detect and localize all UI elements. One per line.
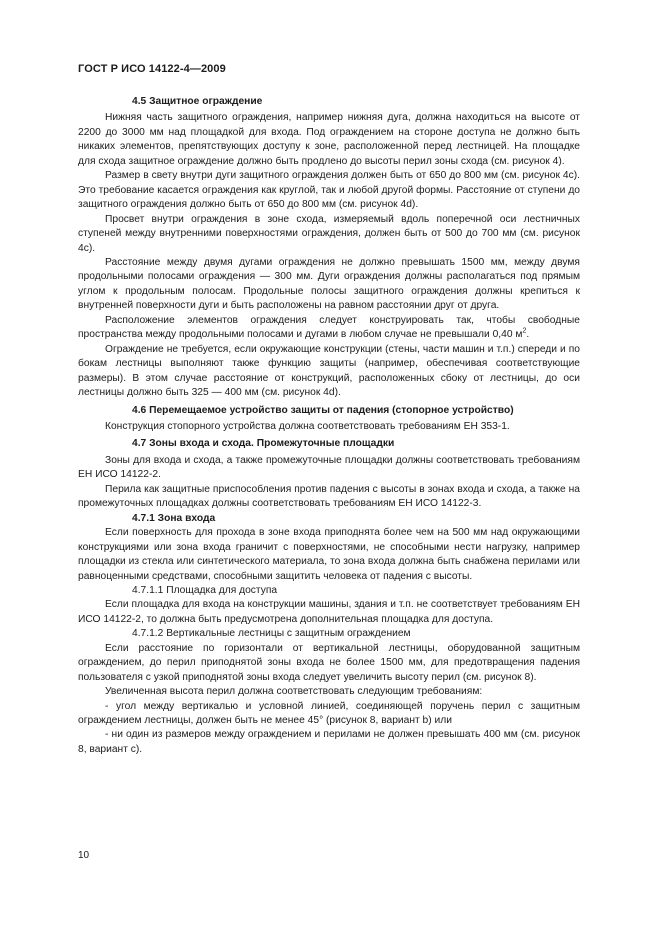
section-number: 4.5 bbox=[132, 96, 147, 107]
body-paragraph bbox=[78, 526, 580, 584]
section-title: Зоны входа и схода. Промежуточные площадки bbox=[149, 438, 395, 450]
paragraph-text: Увеличенная высота перил должна соответствовать следующим требованиям: bbox=[105, 686, 483, 698]
body-paragraph bbox=[78, 314, 580, 343]
subsection-heading bbox=[78, 627, 580, 641]
document-header: ГОСТ Р ИСО 14122-4—2009 bbox=[78, 63, 226, 75]
paragraph-text: Зоны для входа и схода, а также промежуточные площадки должны соответствовать требованиям ЕН ИСО 14122-2. bbox=[78, 454, 580, 481]
section-title: Площадка для доступа bbox=[166, 584, 278, 596]
superscript: 2 bbox=[522, 327, 527, 335]
paragraph-text: Просвет внутри ограждения в зоне схода, измеряемый вдоль поперечной оси лестничных ступеней между внутренними поверхностями ограждения, должен быть от 500 до 700 мм (см. рисунок 4с). bbox=[78, 213, 580, 254]
paragraph-text: - угол между вертикалью и условной линией, соединяющей поручень перил с защитным ограждением лестницы, должен быть не менее 45° (рисунок 8, вариант b) или bbox=[78, 700, 580, 727]
paragraph-text: Конструкция стопорного устройства должна соответствовать требованиям ЕН 353-1. bbox=[105, 420, 510, 432]
section-title: Перемещаемое устройство защиты от падения (стопорное устройство) bbox=[149, 404, 514, 416]
page-number: 10 bbox=[78, 850, 90, 861]
paragraph-text: Размер в свету внутри дуги защитного ограждения должен быть от 650 до 800 мм (см. рисунок 4с). Это требование касается ограждения как круглой, так и любой другой формы. Расстояние от ступени до защитного ограждения должно быть от 650 до 800 мм (см. рисунок 4d). bbox=[78, 170, 580, 211]
paragraph-text: Если расстояние по горизонтали от вертикальной лестницы, оборудованной защитным ограждением, до перил приподнятой зоны входа не более 1500 мм, для предотвращения падения пользователя с узкой приподнятой зоны входа следует увеличить высоту перил (см. рисунок 8). bbox=[78, 642, 580, 683]
body-paragraph bbox=[78, 598, 580, 627]
body-paragraph bbox=[78, 728, 580, 757]
body-paragraph bbox=[78, 213, 580, 256]
section-heading bbox=[78, 404, 580, 418]
section-number: 4.7 bbox=[132, 438, 147, 450]
body-paragraph bbox=[78, 700, 580, 729]
section-number: 4.7.1.2 bbox=[132, 628, 164, 640]
body-paragraph bbox=[78, 454, 580, 483]
subsection-heading bbox=[78, 512, 580, 526]
paragraph-text: Перила как защитные приспособления против падения с высоты в зонах входа и схода, а также на промежуточных площадках должны соответствовать требованиям ЕН ИСО 14122-3. bbox=[78, 483, 580, 510]
paragraph-text: Если площадка для входа на конструкции машины, здания и т.п. не соответствует требованиям ЕН ИСО 14122-2, то должна быть предусмотрена дополнительная площадка для доступа. bbox=[78, 599, 580, 625]
subsection-heading bbox=[78, 584, 580, 598]
section-number: 4.7.1 bbox=[132, 512, 155, 524]
body-paragraph bbox=[78, 256, 580, 314]
section-title: Вертикальные лестницы с защитным ограждением bbox=[166, 628, 411, 640]
section-number: 4.6 bbox=[132, 404, 147, 416]
paragraph-text: Ограждение не требуется, если окружающие конструкции (стены, части машин и т.п.) спереди и по бокам лестницы выполняют также функцию защиты (например, обеспечивая соответствующие размеры). В этом случае расстояние от конструкций, расположенных сбоку от лестницы, до оси лестницы должно быть 325 — 400 мм (см. рисунок 4d). bbox=[78, 343, 580, 399]
body-paragraph bbox=[78, 685, 580, 699]
body-paragraph bbox=[78, 169, 580, 212]
body-paragraph bbox=[78, 343, 580, 401]
paragraph-text: Расстояние между двумя дугами ограждения не должно превышать 1500 мм, между двумя продольными полосами ограждения — 300 мм. Дуги ограждения должны располагаться под прямым углом к продольным полосам. Продольные полосы защитного ограждения должны крепиться к внутренней поверхности дуги и быть расположены на равном расстоянии друг от друга. bbox=[78, 256, 580, 312]
paragraph-text-tail: . bbox=[526, 329, 530, 341]
paragraph-text: Если поверхность для прохода в зоне входа приподнята более чем на 500 мм над окружающими конструкциями или зона входа граничит с поверхностями, не способными нести нагрузку, например площадки из стекла или синтетического материала, то зона входа должна быть снабжена перилами или равноценными средствами, способными защитить человека от падения с высоты. bbox=[78, 527, 580, 582]
section-title: Зона входа bbox=[157, 512, 216, 524]
section-number: 4.7.1.1 bbox=[132, 584, 164, 596]
section-heading bbox=[78, 95, 580, 109]
body-paragraph bbox=[78, 420, 580, 434]
body-paragraph bbox=[78, 642, 580, 685]
paragraph-text: Расположение элементов ограждения следует конструировать так, чтобы свободные пространства между продольными полосами и дугами в любом случае не превышали 0,40 м bbox=[78, 314, 580, 341]
paragraph-text: Нижняя часть защитного ограждения, например нижняя дуга, должна находиться на высоте от 2200 до 3000 мм над площадкой для входа. Под ограждением на стороне доступа не должно быть никаких элементов, препятствующих доступу к зоне, расположенной перед лестницей. На площадке для схода защитное ограждение должно быть продлено до высоты перил зоны схода (см. рисунок 4). bbox=[78, 112, 580, 167]
paragraph-text: - ни один из размеров между ограждением и перилами не должен превышать 400 мм (см. рисунок 8, вариант с). bbox=[78, 729, 580, 755]
body-paragraph bbox=[78, 111, 580, 169]
section-title: Защитное ограждение bbox=[149, 96, 263, 107]
body-paragraph bbox=[78, 483, 580, 512]
section-heading bbox=[78, 437, 580, 451]
document-body bbox=[78, 95, 580, 757]
